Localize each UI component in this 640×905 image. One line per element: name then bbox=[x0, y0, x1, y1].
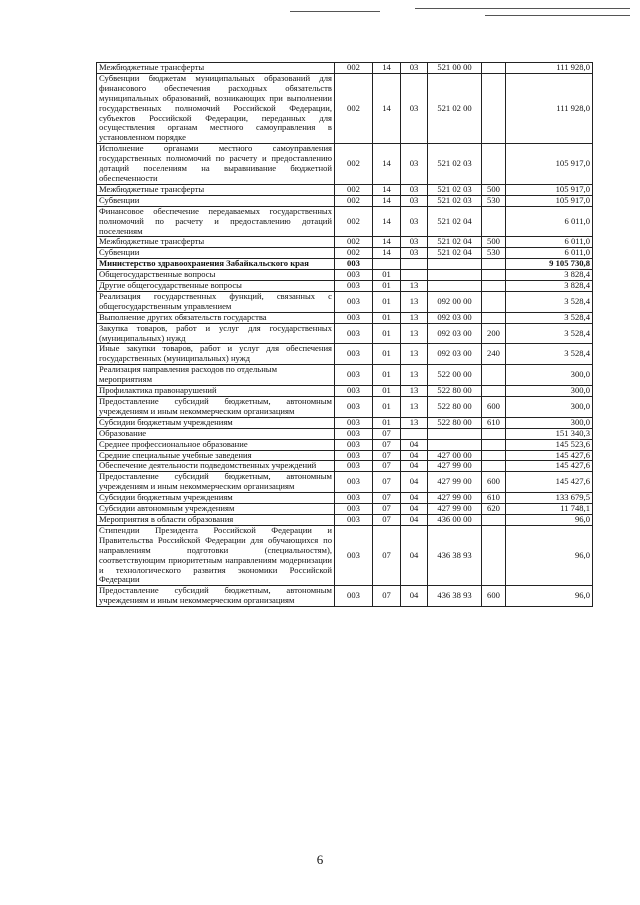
row-subsection-code: 13 bbox=[401, 344, 428, 365]
row-target-article-code: 522 80 00 bbox=[428, 397, 482, 418]
row-section-code: 01 bbox=[373, 365, 401, 386]
table-row bbox=[97, 365, 593, 386]
row-section-code: 07 bbox=[373, 514, 401, 525]
row-amount: 96,0 bbox=[506, 586, 593, 607]
row-target-article-code: 521 02 03 bbox=[428, 184, 482, 195]
row-ministry-code: 003 bbox=[335, 312, 373, 323]
table-row bbox=[97, 312, 593, 323]
row-expense-type-code: 600 bbox=[482, 397, 506, 418]
row-expense-type-code: 610 bbox=[482, 493, 506, 504]
row-name: Финансовое обеспечение передаваемых государственных полномочий по расчету и предоставлению дотаций поселениям bbox=[97, 206, 335, 237]
row-target-article-code bbox=[428, 439, 482, 450]
row-amount: 6 011,0 bbox=[506, 237, 593, 248]
row-ministry-code: 003 bbox=[335, 270, 373, 281]
row-name: Общегосударственные вопросы bbox=[97, 270, 335, 281]
row-target-article-code: 427 99 00 bbox=[428, 461, 482, 472]
row-section-code: 01 bbox=[373, 291, 401, 312]
row-subsection-code: 04 bbox=[401, 514, 428, 525]
row-target-article-code: 092 03 00 bbox=[428, 312, 482, 323]
row-subsection-code: 13 bbox=[401, 281, 428, 292]
row-ministry-code: 002 bbox=[335, 195, 373, 206]
row-target-article-code: 092 03 00 bbox=[428, 344, 482, 365]
row-expense-type-code bbox=[482, 428, 506, 439]
row-amount: 96,0 bbox=[506, 514, 593, 525]
row-section-code: 07 bbox=[373, 504, 401, 515]
row-amount: 133 679,5 bbox=[506, 493, 593, 504]
row-section-code: 07 bbox=[373, 586, 401, 607]
row-target-article-code: 092 03 00 bbox=[428, 323, 482, 344]
row-target-article-code: 521 02 03 bbox=[428, 195, 482, 206]
row-target-article-code bbox=[428, 281, 482, 292]
row-amount: 105 917,0 bbox=[506, 184, 593, 195]
budget-table-body bbox=[97, 63, 593, 607]
row-subsection-code: 03 bbox=[401, 195, 428, 206]
row-name: Реализация государственных функций, связанных с общегосударственным управлением bbox=[97, 291, 335, 312]
row-name: Стипендии Президента Российской Федерации и Правительства Российской Федерации для обучающихся по направлениям подготовки (специальностям), соответствующим приоритетным направлениям модернизации и технологического развития экономики Российской Федерации bbox=[97, 525, 335, 585]
row-expense-type-code: 600 bbox=[482, 472, 506, 493]
row-name: Субвенции bbox=[97, 248, 335, 259]
row-amount: 96,0 bbox=[506, 525, 593, 585]
row-ministry-code: 003 bbox=[335, 439, 373, 450]
row-amount: 145 427,6 bbox=[506, 461, 593, 472]
row-amount: 111 928,0 bbox=[506, 73, 593, 143]
row-expense-type-code: 530 bbox=[482, 248, 506, 259]
row-expense-type-code bbox=[482, 270, 506, 281]
row-expense-type-code bbox=[482, 312, 506, 323]
row-subsection-code: 03 bbox=[401, 144, 428, 185]
row-target-article-code: 436 38 93 bbox=[428, 525, 482, 585]
row-section-code: 14 bbox=[373, 63, 401, 74]
row-section-code: 01 bbox=[373, 270, 401, 281]
row-expense-type-code bbox=[482, 291, 506, 312]
row-section-code: 07 bbox=[373, 525, 401, 585]
row-subsection-code: 03 bbox=[401, 248, 428, 259]
row-target-article-code: 522 80 00 bbox=[428, 417, 482, 428]
table-row bbox=[97, 386, 593, 397]
row-amount: 9 105 730,8 bbox=[506, 259, 593, 270]
row-target-article-code: 436 00 00 bbox=[428, 514, 482, 525]
row-ministry-code: 002 bbox=[335, 63, 373, 74]
row-subsection-code: 03 bbox=[401, 237, 428, 248]
row-subsection-code: 13 bbox=[401, 386, 428, 397]
table-row bbox=[97, 281, 593, 292]
row-section-code: 14 bbox=[373, 206, 401, 237]
row-ministry-code: 002 bbox=[335, 73, 373, 143]
table-row bbox=[97, 206, 593, 237]
row-name: Предоставление субсидий бюджетным, автономным учреждениям и иным некоммерческим организациям bbox=[97, 472, 335, 493]
row-ministry-code: 003 bbox=[335, 493, 373, 504]
row-amount: 6 011,0 bbox=[506, 206, 593, 237]
row-target-article-code: 427 99 00 bbox=[428, 504, 482, 515]
row-name: Выполнение других обязательств государства bbox=[97, 312, 335, 323]
table-row bbox=[97, 397, 593, 418]
row-section-code: 01 bbox=[373, 344, 401, 365]
row-name: Другие общегосударственные вопросы bbox=[97, 281, 335, 292]
row-name: Профилактика правонарушений bbox=[97, 386, 335, 397]
row-ministry-code: 002 bbox=[335, 184, 373, 195]
row-ministry-code: 003 bbox=[335, 281, 373, 292]
row-target-article-code: 521 02 04 bbox=[428, 206, 482, 237]
row-amount: 3 528,4 bbox=[506, 291, 593, 312]
row-ministry-code: 003 bbox=[335, 525, 373, 585]
row-subsection-code: 04 bbox=[401, 439, 428, 450]
row-name: Исполнение органами местного самоуправления государственных полномочий по расчету и предоставлению дотаций поселениям на выравнивание бюджетной обеспеченности bbox=[97, 144, 335, 185]
row-subsection-code: 03 bbox=[401, 73, 428, 143]
row-name: Образование bbox=[97, 428, 335, 439]
table-row bbox=[97, 461, 593, 472]
row-expense-type-code: 600 bbox=[482, 586, 506, 607]
table-row bbox=[97, 344, 593, 365]
row-name: Министерство здравоохранения Забайкальского края bbox=[97, 259, 335, 270]
row-target-article-code bbox=[428, 270, 482, 281]
row-expense-type-code: 500 bbox=[482, 237, 506, 248]
row-amount: 151 340,3 bbox=[506, 428, 593, 439]
row-target-article-code bbox=[428, 259, 482, 270]
row-expense-type-code bbox=[482, 281, 506, 292]
row-amount: 3 528,4 bbox=[506, 312, 593, 323]
row-ministry-code: 003 bbox=[335, 514, 373, 525]
table-row bbox=[97, 144, 593, 185]
row-name: Субвенции бюджетам муниципальных образований для финансового обеспечения расходных обязательств муниципальных образований, возникающих при выполнении государственных полномочий Российской Федерации, субъектов Российской Федерации, переданных для осуществления органам местного самоуправления в установленном порядке bbox=[97, 73, 335, 143]
row-expense-type-code bbox=[482, 450, 506, 461]
table-row bbox=[97, 270, 593, 281]
table-row bbox=[97, 525, 593, 585]
table-row bbox=[97, 248, 593, 259]
table-row bbox=[97, 514, 593, 525]
row-ministry-code: 003 bbox=[335, 450, 373, 461]
table-row bbox=[97, 586, 593, 607]
row-target-article-code: 522 80 00 bbox=[428, 386, 482, 397]
row-amount: 300,0 bbox=[506, 386, 593, 397]
table-row bbox=[97, 63, 593, 74]
row-target-article-code: 427 99 00 bbox=[428, 493, 482, 504]
row-section-code: 07 bbox=[373, 439, 401, 450]
row-subsection-code: 04 bbox=[401, 493, 428, 504]
table-row bbox=[97, 73, 593, 143]
row-name: Субвенции bbox=[97, 195, 335, 206]
row-subsection-code: 13 bbox=[401, 397, 428, 418]
row-name: Предоставление субсидий бюджетным, автономным учреждениям и иным некоммерческим организациям bbox=[97, 586, 335, 607]
row-section-code: 14 bbox=[373, 237, 401, 248]
table-row bbox=[97, 417, 593, 428]
row-ministry-code: 003 bbox=[335, 461, 373, 472]
row-amount: 3 528,4 bbox=[506, 344, 593, 365]
row-amount: 111 928,0 bbox=[506, 63, 593, 74]
row-amount: 3 828,4 bbox=[506, 281, 593, 292]
row-section-code: 01 bbox=[373, 386, 401, 397]
row-target-article-code bbox=[428, 428, 482, 439]
table-row bbox=[97, 323, 593, 344]
table-row bbox=[97, 259, 593, 270]
row-section-code bbox=[373, 259, 401, 270]
row-expense-type-code: 240 bbox=[482, 344, 506, 365]
row-target-article-code: 521 02 03 bbox=[428, 144, 482, 185]
row-expense-type-code: 610 bbox=[482, 417, 506, 428]
row-name: Межбюджетные трансферты bbox=[97, 184, 335, 195]
row-section-code: 14 bbox=[373, 248, 401, 259]
row-name: Реализация направления расходов по отдельным мероприятиям bbox=[97, 365, 335, 386]
row-name: Иные закупки товаров, работ и услуг для обеспечения государственных (муниципальных) нужд bbox=[97, 344, 335, 365]
row-amount: 145 427,6 bbox=[506, 450, 593, 461]
row-amount: 105 917,0 bbox=[506, 195, 593, 206]
row-ministry-code: 003 bbox=[335, 428, 373, 439]
row-expense-type-code: 530 bbox=[482, 195, 506, 206]
row-subsection-code: 04 bbox=[401, 461, 428, 472]
row-target-article-code: 092 00 00 bbox=[428, 291, 482, 312]
row-amount: 145 427,6 bbox=[506, 472, 593, 493]
row-expense-type-code bbox=[482, 514, 506, 525]
row-name: Закупка товаров, работ и услуг для государственных (муниципальных) нужд bbox=[97, 323, 335, 344]
row-subsection-code: 13 bbox=[401, 291, 428, 312]
row-amount: 6 011,0 bbox=[506, 248, 593, 259]
row-amount: 300,0 bbox=[506, 365, 593, 386]
table-row bbox=[97, 439, 593, 450]
row-section-code: 14 bbox=[373, 184, 401, 195]
row-subsection-code: 13 bbox=[401, 417, 428, 428]
row-expense-type-code bbox=[482, 73, 506, 143]
table-row bbox=[97, 493, 593, 504]
row-expense-type-code bbox=[482, 365, 506, 386]
row-expense-type-code: 500 bbox=[482, 184, 506, 195]
row-target-article-code: 427 99 00 bbox=[428, 472, 482, 493]
row-subsection-code: 13 bbox=[401, 365, 428, 386]
row-amount: 145 523,6 bbox=[506, 439, 593, 450]
row-expense-type-code bbox=[482, 525, 506, 585]
row-section-code: 01 bbox=[373, 417, 401, 428]
row-subsection-code: 13 bbox=[401, 323, 428, 344]
row-expense-type-code bbox=[482, 144, 506, 185]
row-amount: 11 748,1 bbox=[506, 504, 593, 515]
row-amount: 3 828,4 bbox=[506, 270, 593, 281]
table-row bbox=[97, 472, 593, 493]
row-expense-type-code: 200 bbox=[482, 323, 506, 344]
row-expense-type-code bbox=[482, 461, 506, 472]
row-subsection-code bbox=[401, 428, 428, 439]
row-name: Межбюджетные трансферты bbox=[97, 237, 335, 248]
row-subsection-code: 04 bbox=[401, 450, 428, 461]
row-section-code: 07 bbox=[373, 461, 401, 472]
row-ministry-code: 003 bbox=[335, 504, 373, 515]
table-row bbox=[97, 450, 593, 461]
row-name: Средние специальные учебные заведения bbox=[97, 450, 335, 461]
row-expense-type-code bbox=[482, 63, 506, 74]
row-amount: 300,0 bbox=[506, 417, 593, 428]
row-name: Межбюджетные трансферты bbox=[97, 63, 335, 74]
row-subsection-code: 04 bbox=[401, 472, 428, 493]
row-ministry-code: 003 bbox=[335, 344, 373, 365]
row-subsection-code: 03 bbox=[401, 184, 428, 195]
row-name: Предоставление субсидий бюджетным, автономным учреждениям и иным некоммерческим организациям bbox=[97, 397, 335, 418]
table-row bbox=[97, 428, 593, 439]
row-section-code: 01 bbox=[373, 281, 401, 292]
row-expense-type-code: 620 bbox=[482, 504, 506, 515]
row-ministry-code: 003 bbox=[335, 386, 373, 397]
row-section-code: 07 bbox=[373, 493, 401, 504]
row-target-article-code: 436 38 93 bbox=[428, 586, 482, 607]
row-name: Субсидии бюджетным учреждениям bbox=[97, 493, 335, 504]
table-row bbox=[97, 195, 593, 206]
row-target-article-code: 521 00 00 bbox=[428, 63, 482, 74]
table-row bbox=[97, 237, 593, 248]
row-section-code: 14 bbox=[373, 195, 401, 206]
row-expense-type-code bbox=[482, 439, 506, 450]
row-subsection-code: 13 bbox=[401, 312, 428, 323]
row-target-article-code: 521 02 04 bbox=[428, 237, 482, 248]
row-name: Среднее профессиональное образование bbox=[97, 439, 335, 450]
row-ministry-code: 003 bbox=[335, 417, 373, 428]
row-ministry-code: 002 bbox=[335, 248, 373, 259]
table-row bbox=[97, 184, 593, 195]
row-section-code: 01 bbox=[373, 397, 401, 418]
row-ministry-code: 003 bbox=[335, 472, 373, 493]
row-expense-type-code bbox=[482, 206, 506, 237]
table-row bbox=[97, 504, 593, 515]
row-target-article-code: 521 02 04 bbox=[428, 248, 482, 259]
budget-table bbox=[96, 62, 593, 607]
row-ministry-code: 002 bbox=[335, 237, 373, 248]
row-ministry-code: 002 bbox=[335, 206, 373, 237]
scan-top-lines bbox=[290, 6, 630, 18]
row-ministry-code: 002 bbox=[335, 144, 373, 185]
row-amount: 105 917,0 bbox=[506, 144, 593, 185]
row-ministry-code: 003 bbox=[335, 259, 373, 270]
row-ministry-code: 003 bbox=[335, 365, 373, 386]
row-ministry-code: 003 bbox=[335, 323, 373, 344]
row-subsection-code: 04 bbox=[401, 504, 428, 515]
row-ministry-code: 003 bbox=[335, 397, 373, 418]
row-name: Субсидии автономным учреждениям bbox=[97, 504, 335, 515]
row-subsection-code bbox=[401, 270, 428, 281]
row-name: Обеспечение деятельности подведомственных учреждений bbox=[97, 461, 335, 472]
row-target-article-code: 427 00 00 bbox=[428, 450, 482, 461]
row-ministry-code: 003 bbox=[335, 586, 373, 607]
row-expense-type-code bbox=[482, 386, 506, 397]
row-section-code: 07 bbox=[373, 472, 401, 493]
row-ministry-code: 003 bbox=[335, 291, 373, 312]
row-amount: 3 528,4 bbox=[506, 323, 593, 344]
row-section-code: 07 bbox=[373, 428, 401, 439]
row-amount: 300,0 bbox=[506, 397, 593, 418]
page-number: 6 bbox=[316, 852, 324, 867]
row-subsection-code bbox=[401, 259, 428, 270]
row-section-code: 01 bbox=[373, 312, 401, 323]
row-section-code: 01 bbox=[373, 323, 401, 344]
row-section-code: 14 bbox=[373, 144, 401, 185]
row-subsection-code: 03 bbox=[401, 206, 428, 237]
row-section-code: 14 bbox=[373, 73, 401, 143]
row-target-article-code: 522 00 00 bbox=[428, 365, 482, 386]
row-section-code: 07 bbox=[373, 450, 401, 461]
row-subsection-code: 04 bbox=[401, 586, 428, 607]
row-target-article-code: 521 02 00 bbox=[428, 73, 482, 143]
row-name: Мероприятия в области образования bbox=[97, 514, 335, 525]
row-name: Субсидии бюджетным учреждениям bbox=[97, 417, 335, 428]
row-subsection-code: 03 bbox=[401, 63, 428, 74]
row-subsection-code: 04 bbox=[401, 525, 428, 585]
row-expense-type-code bbox=[482, 259, 506, 270]
table-row bbox=[97, 291, 593, 312]
